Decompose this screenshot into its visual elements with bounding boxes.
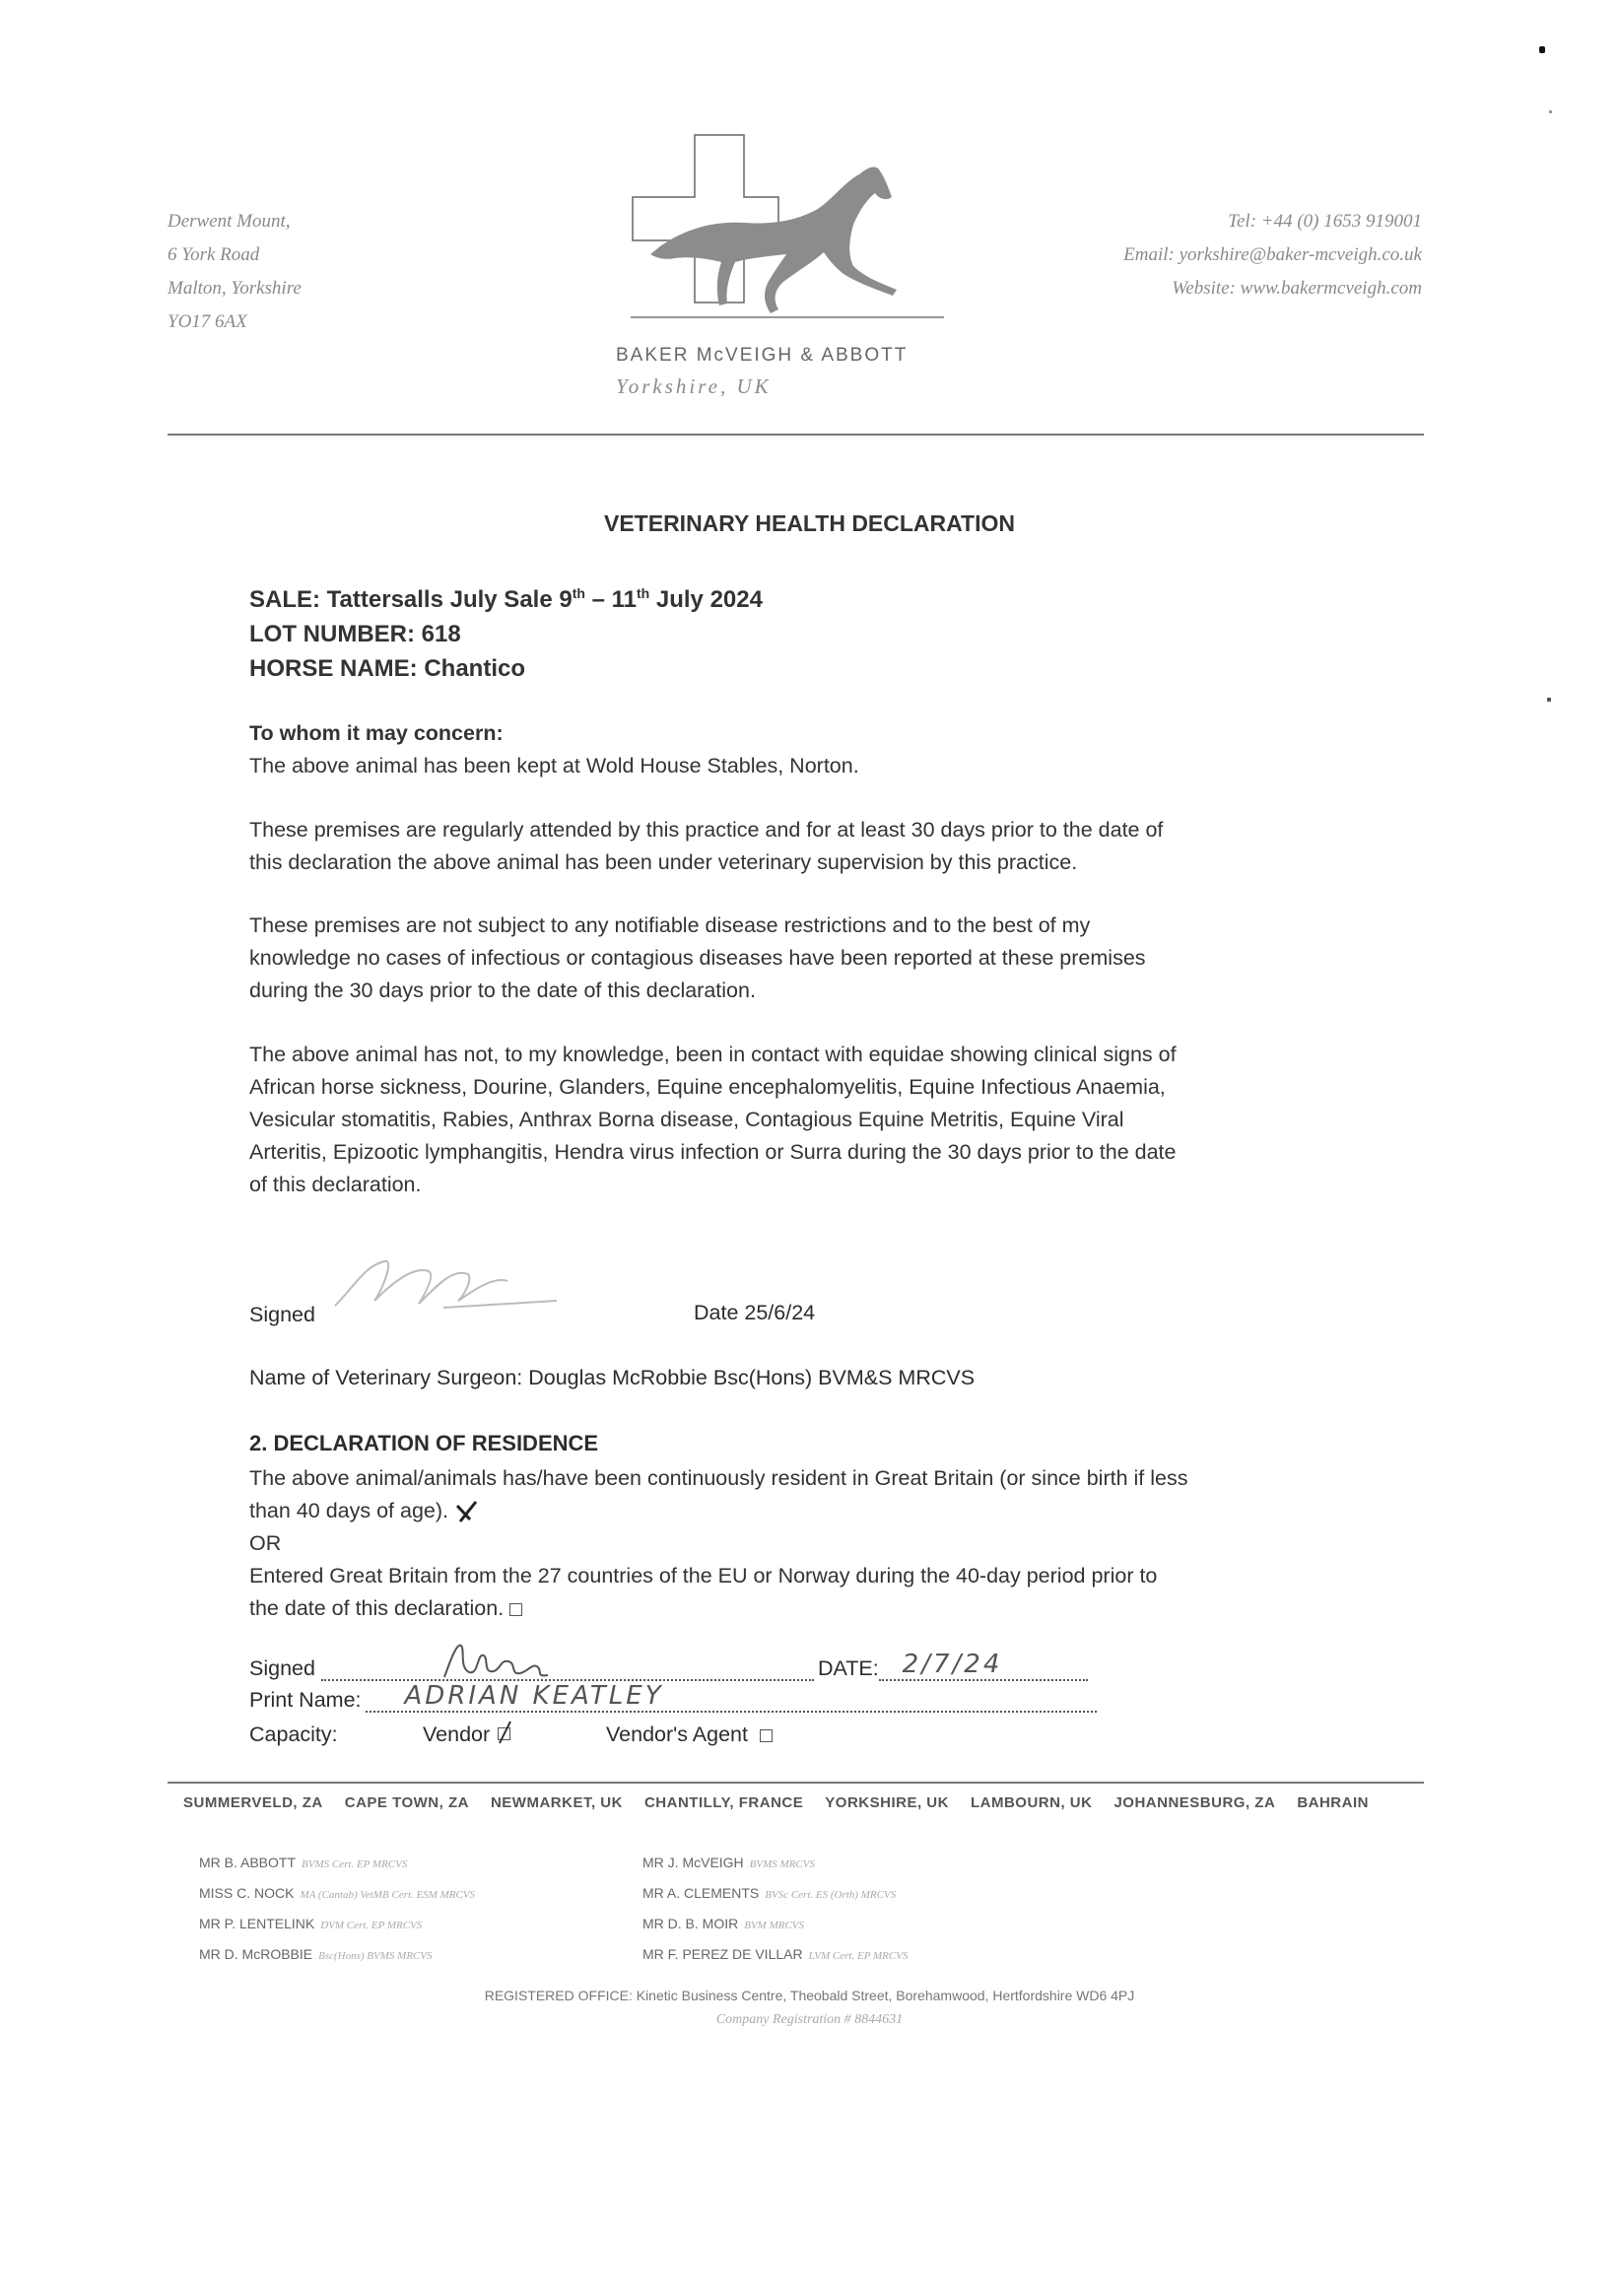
owner-signed-label: Signed [249, 1656, 315, 1680]
contact-paragraph [249, 1039, 1363, 1201]
residence-heading: 2. DECLARATION OF RESIDENCE [249, 1431, 599, 1455]
firm-location: Yorkshire, UK [616, 374, 772, 398]
vendor-option[interactable] [423, 1722, 513, 1747]
office-locations [183, 1794, 1425, 1811]
firm-name: BAKER McVEIGH & ABBOTT [616, 345, 909, 366]
partner-entry [199, 1849, 475, 1879]
partner-entry [642, 1879, 908, 1910]
header-divider [168, 434, 1424, 436]
partner-quals: BVSc Cert. ES (Orth) MRCVS [765, 1889, 897, 1901]
sale-text: July 2024 [649, 586, 763, 613]
print-name-field[interactable] [366, 1681, 1097, 1713]
document-title: VETERINARY HEALTH DECLARATION [604, 510, 1015, 536]
partner-quals: BVMS MRCVS [749, 1858, 815, 1870]
paragraph-line: Vesicular stomatitis, Rabies, Anthrax Borna disease, Contagious Equine Metritis, Equine Viral [249, 1108, 1124, 1131]
partner-name: MR A. CLEMENTS [642, 1885, 760, 1901]
scan-speck [1549, 110, 1552, 113]
partner-quals: MA (Cantab) VetMB Cert. ESM MRCVS [300, 1889, 476, 1901]
office-location: JOHANNESBURG, ZA [1113, 1794, 1276, 1811]
address-line: 6 York Road [168, 244, 260, 265]
company-registration: Company Registration # 8844631 [715, 2012, 904, 2027]
notifiable-paragraph [249, 910, 1363, 1007]
print-name-label: Print Name: [249, 1688, 362, 1712]
paragraph-line: African horse sickness, Dourine, Glanders, Equine encephalomyelitis, Equine Infectious Anaemia, [249, 1075, 1166, 1099]
sale-text: – 11 [584, 586, 637, 613]
or-text: OR [249, 1531, 282, 1555]
agent-label: Vendor's Agent [606, 1722, 748, 1746]
address-line: Malton, Yorkshire [168, 278, 302, 299]
agent-checkbox-icon[interactable] [760, 1729, 773, 1742]
paragraph-line: The above animal has not, to my knowledge, been in contact with equidae showing clinical signs of [249, 1043, 1177, 1066]
vet-surgeon-name: Name of Veterinary Surgeon: Douglas McRobbie Bsc(Hons) BVM&S MRCVS [249, 1366, 976, 1389]
owner-date-label: DATE: [817, 1656, 879, 1680]
vet-signed-label: Signed [249, 1303, 315, 1326]
capacity-label: Capacity: [249, 1722, 338, 1746]
address-line: Derwent Mount, [168, 211, 291, 232]
vendor-label: Vendor [423, 1722, 491, 1746]
premises-paragraph [249, 814, 1363, 879]
sale-line [249, 576, 763, 617]
practice-contact [1123, 205, 1422, 305]
residence-text: the date of this declaration. [249, 1596, 505, 1620]
owner-signed-row [249, 1650, 1088, 1681]
partner-name: MR J. McVEIGH [642, 1855, 744, 1870]
registered-office: REGISTERED OFFICE: Kinetic Business Centre, Theobald Street, Borehamwood, Hertfordshire WD6 4PJ [484, 1988, 1135, 2003]
phone-line: Tel: +44 (0) 1653 919001 [1228, 211, 1422, 232]
paragraph-line: These premises are not subject to any notifiable disease restrictions and to the best of my [249, 913, 1091, 937]
scan-mark [1539, 46, 1545, 53]
capacity-row [249, 1722, 748, 1747]
paragraph-line: These premises are regularly attended by this practice and for at least 30 days prior to the date of [249, 818, 1164, 842]
partner-name: MISS C. NOCK [199, 1885, 295, 1901]
email-line: Email: yorkshire@baker-mcveigh.co.uk [1123, 244, 1422, 265]
partner-entry [199, 1940, 475, 1971]
paragraph-line [249, 1592, 1363, 1625]
paragraph-line: Arteritis, Epizootic lymphangitis, Hendra virus infection or Surra during the 30 days prior to the date [249, 1140, 1177, 1164]
office-location: CHANTILLY, FRANCE [643, 1794, 804, 1811]
partners-right [642, 1849, 908, 1971]
office-location: SUMMERVELD, ZA [183, 1794, 323, 1811]
print-name-value: ADRIAN KEATLEY [404, 1681, 664, 1711]
salutation: To whom it may concern: [249, 721, 504, 745]
sale-superscript: th [636, 585, 650, 601]
partner-entry [642, 1910, 908, 1940]
signature-field[interactable] [321, 1655, 814, 1681]
scan-speck [1547, 698, 1551, 702]
partner-entry [199, 1879, 475, 1910]
partner-name: MR P. LENTELINK [199, 1916, 315, 1931]
checkmark-x-icon [454, 1500, 480, 1523]
partner-entry [642, 1940, 908, 1971]
office-location: LAMBOURN, UK [970, 1794, 1093, 1811]
practice-address [168, 205, 302, 339]
residence-text: than 40 days of age). [249, 1499, 449, 1522]
partner-quals: BVMS Cert. EP MRCVS [302, 1858, 408, 1870]
partner-quals: LVM Cert. EP MRCVS [808, 1950, 909, 1962]
checkbox-icon[interactable] [509, 1603, 522, 1616]
vendor-checkbox-icon[interactable] [496, 1723, 513, 1741]
partner-quals: DVM Cert. EP MRCVS [320, 1920, 423, 1931]
partner-quals: BVM MRCVS [744, 1920, 805, 1931]
partner-entry [199, 1910, 475, 1940]
website-line: Website: www.bakermcveigh.com [1172, 278, 1422, 299]
agent-option[interactable] [606, 1722, 773, 1747]
office-location: CAPE TOWN, ZA [344, 1794, 469, 1811]
owner-signature [439, 1638, 568, 1681]
paragraph-line: of this declaration. [249, 1173, 422, 1196]
office-location: YORKSHIRE, UK [825, 1794, 949, 1811]
vet-date: Date 25/6/24 [694, 1301, 816, 1324]
footer-divider [168, 1782, 1424, 1784]
partner-entry [642, 1849, 908, 1879]
paragraph-line: this declaration the above animal has been under veterinary supervision by this practice. [249, 850, 1078, 874]
paragraph-line: during the 30 days prior to the date of this declaration. [249, 979, 756, 1002]
sale-superscript: th [572, 585, 585, 601]
office-location: NEWMARKET, UK [490, 1794, 623, 1811]
paragraph-line: knowledge no cases of infectious or contagious diseases have been reported at these premises [249, 946, 1146, 970]
print-name-row [249, 1681, 1097, 1713]
horse-name: HORSE NAME: Chantico [249, 655, 526, 682]
date-field[interactable] [879, 1650, 1088, 1681]
lot-number: LOT NUMBER: 618 [249, 621, 461, 647]
partner-quals: Bsc(Hons) BVMS MRCVS [318, 1950, 433, 1962]
paragraph-line: Entered Great Britain from the 27 countries of the EU or Norway during the 40-day period prior to [249, 1564, 1158, 1587]
partner-name: MR B. ABBOTT [199, 1855, 297, 1870]
vet-signature [325, 1247, 562, 1320]
owner-date-value: 2/7/24 [902, 1650, 1003, 1679]
paragraph-line: The above animal/animals has/have been continuously resident in Great Britain (or since birth if less [249, 1466, 1188, 1490]
paragraph-line [249, 1495, 1363, 1527]
salutation-block [249, 717, 1363, 782]
partner-name: MR D. B. MOIR [642, 1916, 739, 1931]
sale-text: SALE: Tattersalls July Sale 9 [249, 586, 573, 613]
kept-at-line: The above animal has been kept at Wold House Stables, Norton. [249, 754, 859, 777]
residence-paragraph [249, 1462, 1363, 1625]
office-location: BAHRAIN [1297, 1794, 1369, 1811]
address-line: YO17 6AX [168, 311, 247, 332]
partner-name: MR D. McROBBIE [199, 1946, 313, 1962]
partners-left [199, 1849, 475, 1971]
cross-horse-logo [631, 130, 946, 327]
sale-details [249, 576, 763, 686]
partner-name: MR F. PEREZ DE VILLAR [642, 1946, 803, 1962]
